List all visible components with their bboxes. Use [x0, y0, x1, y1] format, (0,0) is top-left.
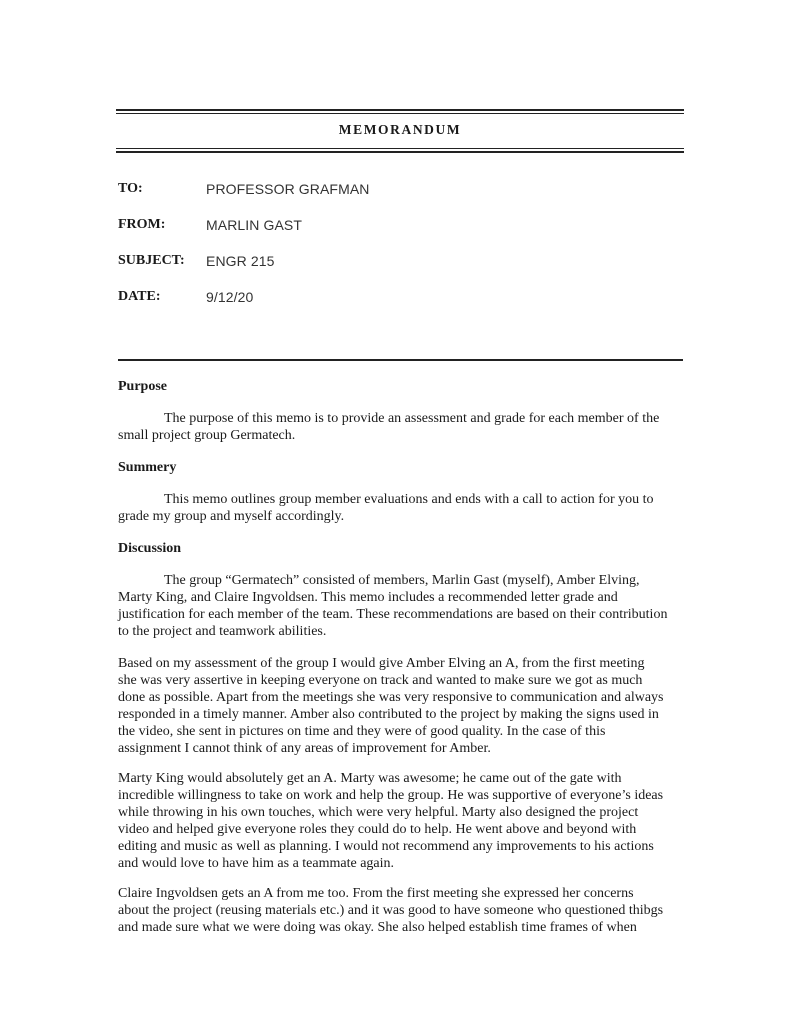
paragraph-line: Based on my assessment of the group I would give Amber Elving an A, from the first meeting — [118, 656, 645, 671]
to-label: TO: — [118, 181, 143, 196]
paragraph-line: and would love to have him as a teammate again. — [118, 856, 395, 871]
paragraph-line: Claire Ingvoldsen gets an A from me too. From the first meeting she expressed her concerns — [118, 886, 634, 901]
top-rule-thin — [116, 113, 684, 114]
discussion-intro-paragraph — [118, 572, 690, 640]
paragraph-line: she was very assertive in keeping everyone on track and wanted to make sure we got as much — [118, 673, 643, 688]
subject-label: SUBJECT: — [118, 253, 185, 268]
paragraph-line: Marty King, and Claire Ingvoldsen. This memo includes a recommended letter grade and — [118, 590, 618, 605]
title-rule-thick — [116, 151, 684, 153]
paragraph-line: assignment I cannot think of any areas of improvement for Amber. — [118, 741, 491, 756]
top-rule-thick — [116, 109, 684, 111]
paragraph-line: small project group Germatech. — [118, 428, 296, 443]
date-label: DATE: — [118, 289, 161, 304]
paragraph-line: to the project and teamwork abilities. — [118, 624, 327, 639]
amber-paragraph — [118, 655, 690, 757]
paragraph-line: the video, she sent in pictures on time and they were of good quality. In the case of this — [118, 724, 606, 739]
discussion-heading: Discussion — [118, 541, 182, 556]
purpose-paragraph — [118, 410, 690, 444]
paragraph-line: about the project (reusing materials etc.) and it was good to have someone who questioned thibgs — [118, 903, 664, 918]
date-value: 9/12/20 — [206, 289, 254, 305]
paragraph-line: incredible willingness to take on work and help the group. He was supportive of everyone’s ideas — [118, 788, 664, 803]
paragraph-line: video and helped give everyone roles they could do to help. He went above and beyond with — [118, 822, 637, 837]
paragraph-line: editing and music as well as planning. I would not recommend any improvements to his actions — [118, 839, 654, 854]
subject-value: ENGR 215 — [206, 253, 275, 269]
header-separator-rule — [118, 359, 683, 361]
paragraph-line: responded in a timely manner. Amber also contributed to the project by making the signs used in — [118, 707, 659, 722]
paragraph-line: done as possible. Apart from the meetings she was very responsive to communication and always — [118, 690, 664, 705]
claire-paragraph — [118, 885, 690, 936]
from-label: FROM: — [118, 217, 166, 232]
from-value: MARLIN GAST — [206, 217, 303, 233]
title-rule-thin — [116, 148, 684, 149]
paragraph-line: grade my group and myself accordingly. — [118, 509, 345, 524]
marty-paragraph — [118, 770, 690, 872]
paragraph-line: The purpose of this memo is to provide an assessment and grade for each member of the — [164, 411, 660, 426]
summery-paragraph — [118, 491, 690, 525]
to-value: PROFESSOR GRAFMAN — [206, 181, 370, 197]
paragraph-line: while throwing in his own touches, which were very helpful. Marty also designed the project — [118, 805, 639, 820]
paragraph-line: This memo outlines group member evaluations and ends with a call to action for you to — [164, 492, 654, 507]
paragraph-line: and made sure what we were doing was okay. She also helped establish time frames of when — [118, 920, 637, 935]
paragraph-line: Marty King would absolutely get an A. Marty was awesome; he came out of the gate with — [118, 771, 622, 786]
paragraph-line: justification for each member of the team. These recommendations are based on their contribution — [118, 607, 668, 622]
paragraph-line: The group “Germatech” consisted of members, Marlin Gast (myself), Amber Elving, — [164, 573, 640, 588]
purpose-heading: Purpose — [118, 379, 167, 394]
memo-title: MEMORANDUM — [338, 122, 462, 137]
summery-heading: Summery — [118, 460, 177, 475]
